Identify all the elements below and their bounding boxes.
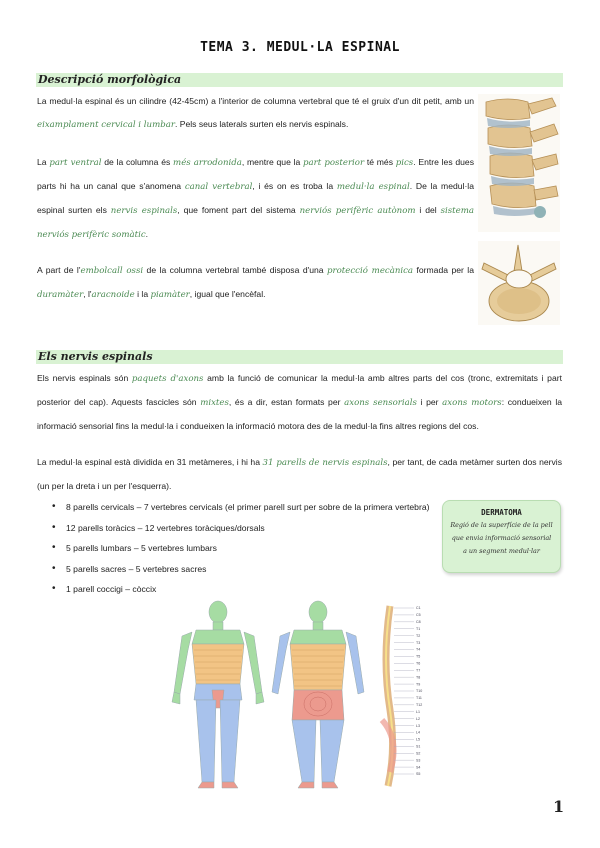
- highlighted-term: embolcall ossi: [80, 266, 144, 276]
- highlighted-term: part posterior: [303, 158, 365, 168]
- paragraph: [37, 90, 474, 137]
- highlighted-term: aracnoide: [91, 290, 135, 300]
- definition-line: a un segment medul·lar: [463, 547, 540, 555]
- text-run: . Entre les dues parts hi ha un canal que s'anomena: [37, 157, 475, 191]
- back-body-figure: [272, 601, 364, 788]
- definition-line: que envia informació sensorial: [451, 534, 552, 542]
- nerve-pairs-list: [52, 501, 437, 604]
- spine-segment-label: T6: [416, 661, 421, 666]
- text-run: , l': [83, 289, 92, 299]
- text-run: de la columna és: [101, 157, 174, 167]
- text-run: de la columna vertebral també disposa d'una: [143, 265, 328, 275]
- dermatome-diagram: [168, 600, 438, 792]
- spine-segment-label: S4: [416, 765, 421, 770]
- spine-segment-label: T7: [416, 668, 421, 673]
- highlighted-term: més arrodonida: [173, 158, 242, 168]
- highlighted-term: eixamplament cervical i lumbar: [37, 120, 175, 130]
- section-heading-text: Els nervis espinals: [38, 350, 153, 363]
- highlighted-term: pics: [395, 158, 414, 168]
- spine-segment-label: T1: [416, 626, 421, 631]
- highlighted-term: duramàter: [37, 290, 84, 300]
- highlighted-term: part ventral: [49, 158, 102, 168]
- highlighted-term: sistema nerviós perifèric somàtic: [37, 206, 474, 240]
- text-run: té més: [364, 157, 396, 167]
- paragraph: [37, 451, 562, 498]
- section-heading-spinal-nerves: [36, 350, 563, 364]
- section-heading-text: Descripció morfològica: [38, 73, 182, 86]
- highlighted-term: nervis espinals: [110, 206, 178, 216]
- side-spine-figure: [382, 606, 394, 786]
- text-run: , mentre que la: [241, 157, 304, 167]
- list-item: • 12 parells toràcics – 12 vertebres toràciques/dorsals: [52, 522, 437, 543]
- dermatoma-definition: [443, 519, 560, 558]
- spine-segment-label: C5: [416, 613, 421, 618]
- spine-segment-label: T11: [416, 696, 422, 701]
- front-body-figure: [172, 601, 264, 788]
- highlighted-term: medul·la espinal: [336, 182, 410, 192]
- text-run: . Pels seus laterals surten els nervis espinals.: [174, 119, 349, 129]
- paragraph: [37, 259, 474, 307]
- text-run: i la: [134, 289, 151, 299]
- highlighted-term: 31 parells de nervis espinals: [262, 458, 388, 468]
- list-item: • 5 parells lumbars – 5 vertebres lumbars: [52, 542, 437, 563]
- text-run: : condueixen la informació sensorial fins la medul·la i condueixen la informació motora des de la medul·la fins altres regions del cos.: [37, 397, 563, 431]
- spine-segment-label: T3: [416, 640, 421, 645]
- text-run: A part de l': [37, 265, 81, 275]
- text-run: i del: [415, 205, 441, 215]
- vertebral-column-image: [478, 94, 560, 232]
- definition-line: Regió de la superfície de la pell: [450, 521, 553, 529]
- vertebra-top-view-image: [478, 241, 560, 325]
- dermatoma-definition-box: [442, 500, 561, 573]
- text-run: , és a dir, estan formats per: [228, 397, 345, 407]
- spine-segment-label: T10: [416, 689, 423, 694]
- highlighted-term: protecció mecànica: [327, 266, 414, 276]
- spine-segment-label: T8: [416, 675, 421, 680]
- text-run: formada per la: [413, 265, 474, 275]
- spine-segment-label: S3: [416, 758, 421, 763]
- text-run: .: [145, 229, 149, 239]
- spine-segment-label: L2: [416, 716, 420, 721]
- highlighted-term: mixtes: [200, 398, 229, 408]
- highlighted-term: paquets d'axons: [131, 374, 204, 384]
- spine-segment-label: T5: [416, 654, 421, 659]
- spine-segment-label: T9: [416, 682, 421, 687]
- text-run: , per tant, de cada metàmer surten dos nervis (un per la dreta i un per l'esquerra).: [37, 457, 562, 491]
- text-run: amb la funció de comunicar la medul·la amb altres parts del cos (tronc, extremitats i part posterior del cap). Aquests fascicles són: [37, 373, 562, 407]
- page-title: TEMA 3. MEDUL·LA ESPINAL: [200, 40, 400, 55]
- spine-segment-label: S1: [416, 744, 421, 749]
- highlighted-term: nerviós perifèric autònom: [299, 206, 416, 216]
- dermatoma-title: DERMATOMA: [481, 508, 522, 517]
- list-item: • 1 parell coccigi – còccix: [52, 583, 437, 604]
- spine-segment-label: C1: [416, 606, 421, 611]
- list-item: • 8 parells cervicals – 7 vertebres cervicals (el primer parell surt per sobre de la primera vertebra): [52, 501, 437, 522]
- spine-segment-label: C8: [416, 620, 421, 625]
- section-heading-morphology: [36, 73, 563, 87]
- spine-segment-label: T12: [416, 703, 423, 708]
- text-run: . De la medul·la espinal surten els: [37, 181, 474, 215]
- highlighted-term: axons sensorials: [344, 398, 417, 408]
- spine-segment-label: T2: [416, 633, 421, 638]
- spine-segment-label: T4: [416, 647, 421, 652]
- text-run: , i és on es troba la: [252, 181, 337, 191]
- text-run: La: [37, 157, 50, 167]
- paragraph: [37, 367, 562, 438]
- spine-segment-label: S5: [416, 772, 421, 777]
- spine-segment-label: L3: [416, 723, 420, 728]
- paragraph: [37, 151, 474, 247]
- text-run: , igual que l'encèfal.: [189, 289, 266, 299]
- highlighted-term: piamàter: [150, 290, 190, 300]
- spine-segment-label: S2: [416, 751, 421, 756]
- text-run: La medul·la espinal està dividida en 31 metàmeres, i hi ha: [37, 457, 263, 467]
- spine-segment-label: L5: [416, 737, 420, 742]
- text-run: i per: [416, 397, 443, 407]
- highlighted-term: canal vertebral: [184, 182, 253, 192]
- page-number: 1: [553, 797, 565, 816]
- list-item: • 5 parells sacres – 5 vertebres sacres: [52, 563, 437, 584]
- text-run: Els nervis espinals són: [37, 373, 132, 383]
- text-run: La medul·la espinal és un cilindre (42-45cm) a l'interior de columna vertebral que té el gruix d'un dit petit, amb un: [37, 96, 474, 106]
- spine-segment-label: L1: [416, 709, 420, 714]
- text-run: , que foment part del sistema: [177, 205, 300, 215]
- highlighted-term: axons motors: [442, 398, 502, 408]
- spine-segment-label: L4: [416, 730, 420, 735]
